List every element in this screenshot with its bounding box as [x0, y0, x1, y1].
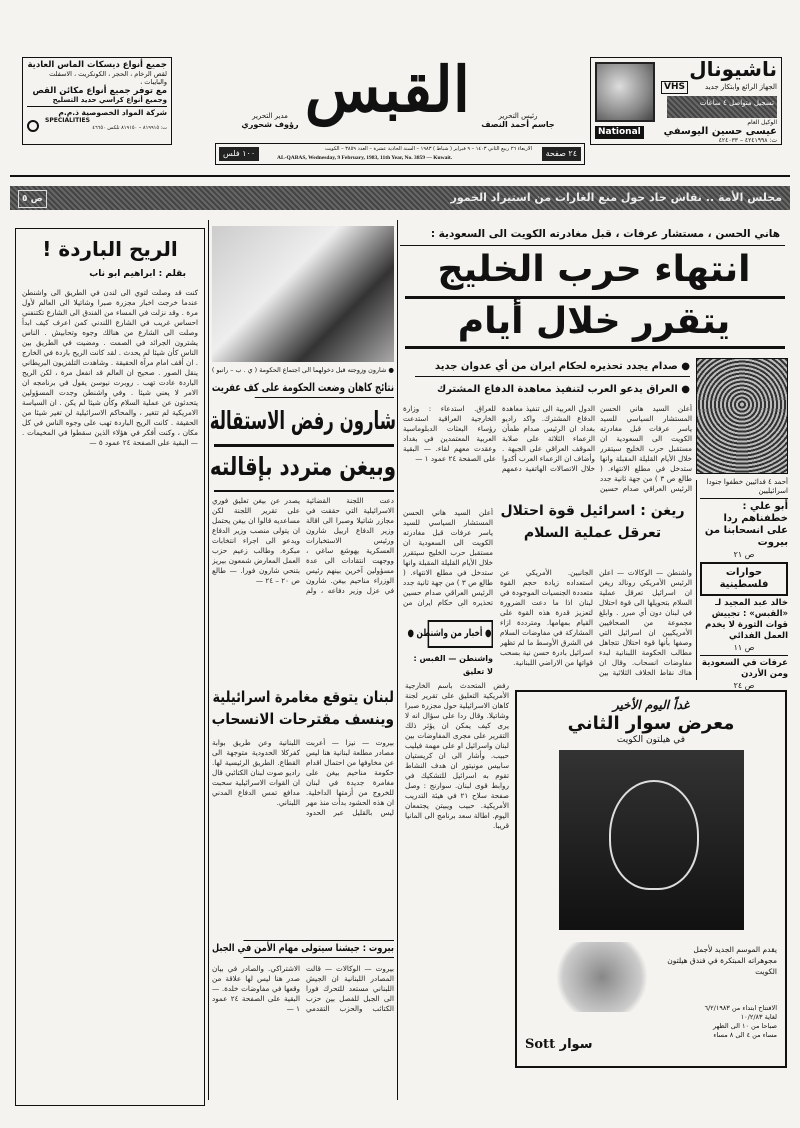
managing-editor-label: مدير التحرير: [252, 112, 288, 120]
ad-jewelry: [515, 690, 787, 1068]
reagan-body: واشنطن — الوكالات — اعلن الرئيس الأمريكي رونالد ريغن ان اسرائيل تعرقل عملية السلام بتحويلها الى قوة احتلال في لبنان دون أي مبرر . وابلغ مجموعة من الصحافيين الأمريكيين ان اسرائيل التي وصفها بأنها قوة احتلال تتجاهل مطالب الحكومة اللبنانية لبدء مفاوضات انسحاب. وقال ان هناك نقاط الخلاف الثلاثية بين الجانبين. الأمريكي عن استعداده زيادة حجم القوة متعددة الجنسيات الموجودة في لبنان اذا ما دعت الضرورة لتعزيز قدرة هذه القوة على القيام بمهامها. ومترددة ازاء المشاركة في مفاوضات السلام في الشرق الأوسط ما لم تظهر اسرائيل بادرة حسن نية بسحب قواتها من الاراضي اللبنانية.: [500, 568, 692, 677]
page-ref[interactable]: ص ٢١: [733, 550, 755, 559]
ad-promo-text: تسجيل متواصل ٤ ساعات: [699, 99, 774, 107]
ad-jewelry-title: معرض سوار الثاني: [567, 713, 735, 734]
section-box-title: حوارات فلسطينية: [700, 562, 788, 596]
sidebar-headline[interactable]: خالد عبد المجيد لـ «القبس» : تجييش قوات الثورة لا يخدم العمل الفدائي: [705, 598, 788, 641]
washington-box: ● أخبار من واشنطن ●: [428, 620, 493, 648]
company-logo-icon: [27, 120, 39, 132]
sharon-body: دعت اللجنة القضائية الاسرائيلية التي حققت في مجازر شاتيلا وصبرا الى اقالة وزير الدفاع ارييل شارون ورئيس الاستخبارات العسكرية يهوشع ساغي ، ووجهت انتقادات الى عدة مسؤولين آخرين بينهم رئيس الوزراء مناحيم بيغن. شارون في عزل وزير دفاعه ، ولم يصدر عن بيغن تعليق فوري على تقرير اللجنة لكن مساعديه قالوا ان بيغن يحتمل ان يتولى منصب وزير الدفاع ويدعو الى اجراء انتخابات مبكرة. وطالب زعيم حزب العمل المعارض شمعون بيريز بتنحي شارون فورا. — طالع ص ٢٠ – ٢٤ —: [212, 496, 394, 595]
opinion-column: [15, 228, 205, 1106]
ad-jewelry-text: يقدم الموسم الجديد لأجمل مجوهراته المبتكرة في فندق هيلتون الكويت: [667, 945, 777, 976]
lead-headline: انتهاء حرب الخليج: [437, 249, 751, 290]
lebanon-body: بيروت — نيزا — أعربت مصادر مطلعة لبنانية هنا ليس عن مخاوفها من احتمال اقدام حكومة مناحيم بيغن على مغامرة جديدة في لبنان للخروج من أزمتها الداخلية. ان هذه الحشود بدأت منذ مهر ليس بالقليل عبر الحدود اللبنانية وعن طريق بوابة كفركلا الحدودية متوجهة الى القطاع. الطريق الرئيسية لها. راديو صوت لبنان الكتائبي قال ان القوات الاسرائيلية سحبت مدافع تمس الدفاع المدني اللبناني.: [212, 738, 394, 817]
brand-en: Sott: [525, 1037, 556, 1052]
ad-left-company: شركة المواد الخصوصية ذ.م.م: [58, 108, 167, 117]
editor-label: رئيس التحرير: [498, 112, 538, 120]
ad-agent-label: الوكيل العام: [747, 119, 777, 126]
column-body: كنت قد وصلت لتوي الى لندن في الطريق الى واشنطن عندما خرجت اخبار مجزرة صبرا وشاتيلا الى العالم لأول مرة . وقد نزلت في المساء من الفندق الى الشارع تكتنفني احساس غريب في الشارع اللندني كمن اعرف كيف ابدأ وصلت الى الشارع من هنالك وجوه وتحابيش . الناس يشترون الجرائد في الصمت . ومضيت في الطريق بين الناس كأن شيئا لم يحدث . لقد كانت الريح باردة في الخارج . ان أقف امام مرآة الحقيقة . وشاهدت التلفزيون البريطاني ينقل الصور . صحيح ان العالم قد انفعل مرة ، لكن الريح الباردة عادت تهب . روبرت نيوسن يقول في برنامجه ان الامر لا يعني شيئا . وفي واشنطن وجدت المسؤولين يتحدثون عن عملية السلام وكأن شيئا لم يكن . ان السياسة الامريكية لم تتغير ، والمحاكم الاسرائيلية لن تغير شيئا من الحقيقة . كانت الريح الباردة تهب على وجوه الناس في كل مكان ، وكنت أفكر في هؤلاء الذين سقطوا في المخيمات . — البقية على الصفحة ٢٤ عمود ٥ —: [22, 288, 198, 447]
ad-left-company-en: SPECIALITIES: [45, 117, 90, 124]
ad-specialities: [22, 57, 172, 145]
divider: [214, 444, 394, 447]
page-count: ٢٤ صفحة: [542, 147, 581, 161]
divider: [405, 346, 785, 349]
top-banner[interactable]: [10, 186, 790, 210]
column-rule: [208, 220, 209, 1100]
editor-name: جاسم أحمد النصف: [481, 120, 555, 129]
lead-photo: [696, 358, 788, 474]
date-line: مساء من ٤ الى ٨ مساء: [713, 1031, 777, 1039]
column-rule: [696, 480, 697, 680]
column-rule: [397, 220, 398, 1100]
date-english: AL-QABAS, Wednesday, 9 February, 1983, 11th Year, No. 3859 — Kuwait.: [277, 155, 453, 161]
lead-kicker: هاني الحسن ، مستشار عرفات ، قبل مغادرته الكويت الى السعودية :: [430, 228, 780, 240]
ad-vhs: VHS: [661, 81, 688, 94]
ad-jewelry-dates: [704, 1004, 777, 1040]
lead-bullet: ● العراق يدعو العرب لتنفيذ معاهدة الدفاع المشترك: [436, 384, 690, 395]
column-title: الريح الباردة !: [42, 237, 178, 261]
lead-body: أعلن السيد هاني الحسن المستشار السياسي للسيد ياسر عرفات قبل مغادرته الكويت الى السعودية ان مستقبل حرب الخليج سيتقرر خلال الأيام القليلة المقبلة وانها ستدخل في مطلع الانتهاء. ( طالع ص ٣ ) من جهة ثانية جدد الرئيس العراقي صدام حسين: [600, 404, 692, 493]
ad-left-line: جميع أنواع ديسكات الماس العادية: [27, 60, 167, 70]
necklace-icon: [609, 780, 699, 890]
caption-text: شارون وزوجته قبل دخولهما الى اجتماع الحكومة ( ي . ب – رانبو ): [211, 366, 387, 374]
ad-left-contact: ت: ٨١٩٩١٥ – ٨١٩١٥٠ تلكس ٤٦٦٥٠: [92, 125, 167, 131]
lead-body: الدول العربية الى تنفيذ معاهدة الدفاع المشترك. واكد راديو بغداد ان الرئيس صدام طمأن الزعماء الثلاثة على صلابة الموقف العراقي على الجبهة . وأضاف ان الزعماء العرب أكدوا خلال الاتصالات الهاتفية دعمهم للعراق. استدعاء : وزارة الخارجية العراقية استدعت رؤساء البعثات الدبلوماسية العربية المعتمدين في بغداد وعقدت معهم لقاء. — البقية على الصفحة ٢٤ عمود ١ —: [403, 404, 595, 473]
divider: [214, 490, 394, 492]
ad-jewelry-line: في هيلتون الكويت: [616, 735, 686, 745]
lebanon-headline: لبنان يتوقع مغامرة اسرائيلية: [212, 688, 394, 706]
bullet-text: صدام يجدد تحذيره لحكام ايران من أي عدوان جديد: [434, 361, 678, 372]
page-ref[interactable]: ص ١١: [700, 643, 788, 656]
sharon-caption: ● شارون وزوجته قبل دخولهما الى اجتماع الحكومة ( ي . ب – رانبو ): [211, 366, 394, 374]
lead-body-cont: أعلن السيد هاني الحسن المستشار السياسي للسيد ياسر عرفات قبل مغادرته الكويت الى السعودية ان مستقبل حرب الخليج سيتقرر خلال الأيام القليلة المقبلة وانها ستدخل في مطلع الانتهاء. ( طالع ص ٣ ) من جهة ثانية جدد الرئيس العراقي صدام حسين تحذيره الى حكام ايران من: [403, 508, 493, 607]
flower-icon: [547, 942, 657, 1012]
sidebar: [700, 478, 788, 691]
ad-jewelry-brand: [525, 1037, 592, 1053]
washington-box-title: أخبار من واشنطن: [416, 628, 483, 639]
photo-caption: أحمد ٤ فدائيين خطفوا جنودا اسرائيليين: [700, 478, 788, 499]
lebanon-headline: وينسف مقترحات الانسحاب: [211, 710, 394, 728]
ad-left-line: لقص الرخام ، الحجر ، الكونكريت ، الاسفلت: [49, 70, 167, 78]
sidebar-headline[interactable]: أبو علي : خطفناهم ردا على انسحابنا من بيروت: [704, 501, 788, 548]
lebanon-body: بيروت — الوكالات — قالت المصادر اللبنانية ان الجيش اللبناني مستعد للتحرك فورا الى الجبل للفصل بين حزب الكتائب والحزب التقدمي الاشتراكي. والصادر في بيان صدر هنا ليس لها علاقة من وقعها في مفاوضات خلدة. — البقية على الصفحة ٢٤ عمود ١ —: [212, 964, 394, 1013]
date-line: لغاية ١٠/٢/٨٣: [740, 1013, 777, 1021]
ad-jewelry-line: غداً اليوم الأخير: [612, 698, 690, 712]
sharon-kicker: نتائج كاهان وضعت الحكومة على كف عفريت: [255, 382, 394, 398]
editor-in-chief: [478, 112, 558, 129]
byline-label: بقلم :: [158, 269, 186, 279]
sharon-headline: شارون رفض الاستقالة: [209, 406, 396, 435]
washington-body: رفض المتحدث باسم الخارجية الأمريكية التعليق على تقرير لجنة كاهان الاسرائيلية حول مجزرة صبرا وشاتيلا. وقال ردا على سؤال انه لا يرى كيف يمكن ان يؤثر ذلك التقرير على مجرى المفاوضات بين لبنان واسرائيل او على مهمة فيليب حبيب. وأشار الى ان كريستيان سابيس مونيتور ان هدف النشاط تقوم به اسرائيل للتشكيك في روابط قوى لبنان. سوارنج : وصل صفحة سلاح ٢١ في هيئة التدريب الأمريكية. حبيب ويبيتن يجتمعان اليوم. اطالة سعد برنامج الى المانيا قريبا.: [405, 681, 509, 830]
bullet-text: العراق يدعو العرب لتنفيذ معاهدة الدفاع المشترك: [436, 384, 678, 395]
date-line: صباحا من ١٠ الى الظهر: [712, 1022, 777, 1030]
column-byline: [22, 269, 186, 280]
ad-line: الجهاز الرائع وابتكار جديد: [705, 83, 777, 91]
dateline-box: [215, 143, 585, 165]
ad-brand-en: National: [595, 126, 644, 139]
ad-left-line: والبايبات ،: [140, 78, 167, 86]
ad-national: [590, 57, 782, 145]
lead-headline: يتقرر خلال أيام: [457, 301, 731, 342]
date-arabic: الاربعاء ٢٦ ربيع الثاني ١٤٠٣ – ٩ فبراير ( شباط ) ١٩٨٣ – السنة الحادية عشرة – العدد ٣٨٥٩ – الكويت: [325, 146, 532, 152]
ad-promo: [667, 96, 777, 118]
divider: [10, 175, 790, 177]
lebanon-subhead: بيروت : جيشنا سيتولى مهام الأمن في الجبل: [243, 940, 394, 958]
newspaper-logo: القبس: [304, 53, 470, 126]
jewelry-image: [559, 750, 744, 930]
sidebar-headline[interactable]: عرفات في السعودية ومن الأردن: [701, 658, 788, 679]
tv-image: [595, 62, 655, 122]
washington-dateline: واشنطن — القبس :: [413, 654, 493, 663]
sharon-headline: وبيغن متردد بإقالته: [209, 452, 396, 481]
ad-brand: ناشيونال: [689, 57, 777, 81]
reagan-headline: ريغن : اسرائيل قوة احتلال تعرقل عملية السلام: [500, 503, 685, 541]
byline-author: ابراهيم ابو ناب: [89, 269, 156, 279]
ad-left-line: وجميع أنواع كراسي حديد التسليح: [27, 96, 167, 107]
sharon-photo: [212, 226, 394, 362]
ad-agent: عيسى حسين اليوسفي: [663, 126, 777, 137]
managing-editor-name: رؤوف شحوري: [241, 120, 299, 129]
price: ١٠٠ فلس: [219, 147, 259, 161]
ad-phone: ت: ٤٢٤١٩٩٨ – ٤٢٤٠٣٣: [718, 137, 777, 144]
washington-subhead: لا تعليق: [462, 667, 493, 676]
divider: [405, 296, 785, 299]
date-line: الافتتاح ابتداء من ٦/٢/١٩٨٣: [704, 1004, 777, 1012]
divider: [400, 245, 785, 246]
ad-left-line: مع توفر جميع أنواع مكائن القص: [32, 86, 167, 96]
banner-text: مجلس الأمة .. نقاش حاد حول منع الغارات من استيراد الخمور: [450, 191, 782, 204]
page-ref[interactable]: ص ٢٤: [733, 681, 755, 690]
banner-page: ص ٥: [18, 190, 47, 208]
managing-editor: [240, 112, 300, 129]
brand-ar: سوار: [559, 1037, 593, 1052]
lead-bullet: ● صدام يجدد تحذيره لحكام ايران من أي عدوان جديد: [415, 360, 690, 377]
